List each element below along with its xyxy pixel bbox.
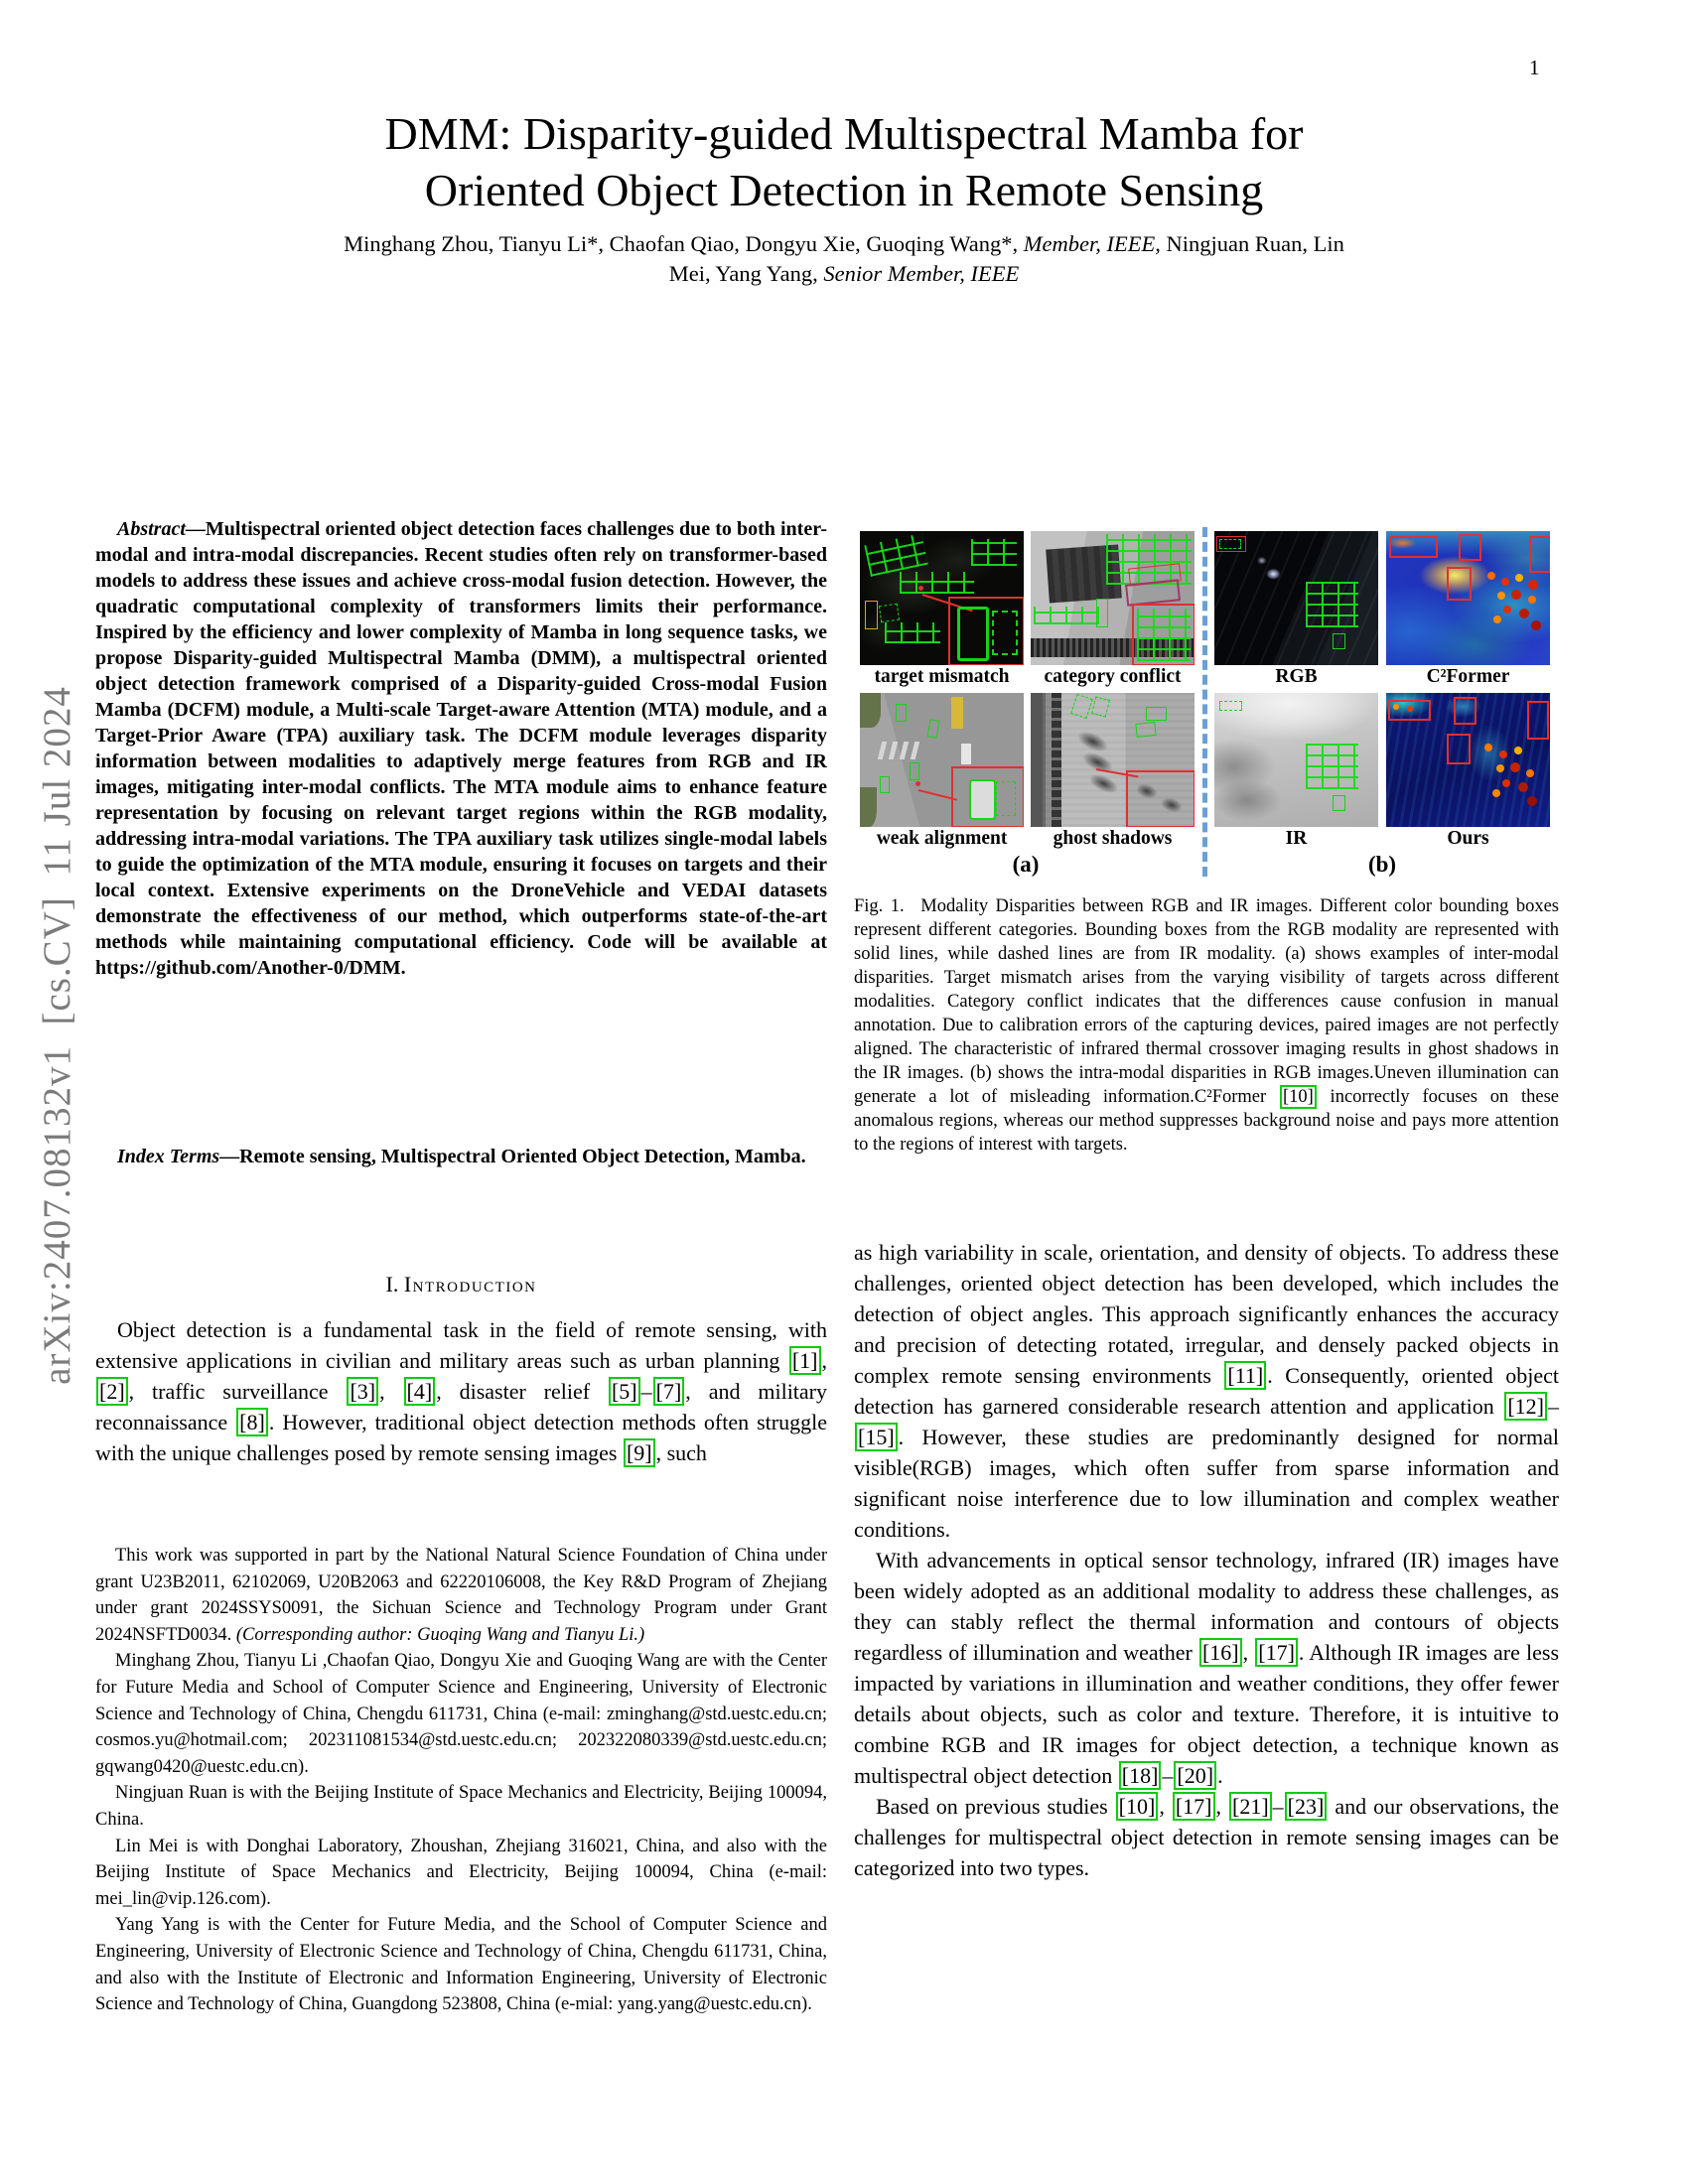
citation-link[interactable]: [12] (1504, 1392, 1547, 1421)
figure1-group-label-a: (a) (1012, 852, 1040, 877)
body-paragraph-1: as high variability in scale, orientation, and density of objects. To address these challenges, oriented object detection has been developed, which includes the detection of object angles. This approach significantly enhances the accuracy and precision of detecting rotated, irregular, and densely packed objects in complex remote sensing environments [11] . Consequently, oriented object detection has garnered considerable research attention and application [12] –[15] . However, these studies are predominantly designed for normal visible(RGB) images, which often suffer from sparse information and significant noise interference due to low illumination and complex weather conditions. (854, 1240, 1559, 1542)
footnote-affiliation-1: Minghang Zhou, Tianyu Li ,Chaofan Qiao, Dongyu Xie and Guoqing Wang are with the Center for Future Media and School of Computer Science and Engineering, University of Electronic Science and Technology of China, Chengdu 611731, China (e-mail: zminghang@std.uestc.edu.cn; cosmos.yu@hotmail.com; 202311081534@std.uestc.edu.cn; 202322080339@std.uestc.edu.cn; gqwang0420@uestc.edu.cn). (95, 1651, 827, 1777)
figure1-label-ir: IR (1285, 828, 1308, 849)
citation-link[interactable]: [10] (1280, 1085, 1317, 1109)
footnote-affiliation-2: Ningjuan Ruan is with the Beijing Institute of Space Mechanics and Electricity, Beijing 100094, China. (95, 1783, 827, 1830)
page-number: 1 (1529, 56, 1540, 79)
figure1-label-ours: Ours (1447, 828, 1489, 849)
figure-1 (854, 523, 1559, 885)
citation-link[interactable]: [9] (624, 1438, 655, 1467)
figure1-label-rgb: RGB (1275, 666, 1318, 687)
citation-link[interactable]: [11] (1224, 1361, 1266, 1390)
citation-link[interactable]: [15] (855, 1423, 898, 1451)
citation-link[interactable]: [3] (347, 1377, 378, 1406)
citation-link[interactable]: [17] (1255, 1638, 1298, 1667)
figure1-image-ours (1386, 693, 1550, 827)
footnote-affiliation-3: Lin Mei is with Donghai Laboratory, Zhoushan, Zhejiang 316021, China, and also with the Beijing Institute of Space Mechanics and Electricity, Beijing 100094, China (e-mail: mei_lin@vip.126.com). (95, 1836, 827, 1909)
footnote-block (95, 1543, 827, 2018)
footnote-funding: This work was supported in part by the National Natural Science Foundation of China under grant U23B2011, 62102069, U20B2063 and 62220106008, the Key R&D Program of Zhejiang under grant 2024SSYS0091, the Sichuan Science and Technology Program under Grant 2024NSFTD0034. (Corresponding author: Guoqing Wang and Tianyu Li.) (95, 1546, 827, 1645)
arxiv-watermark: arXiv:2407.08132v1 [cs.CV] 11 Jul 2024 (36, 686, 78, 1385)
citation-link[interactable]: [7] (653, 1377, 685, 1406)
abstract-paragraph: Abstract—Multispectral oriented object detection faces challenges due to both inter-modal and intra-modal discrepancies. Recent studies often rely on transformer-based models to address these issues and achieve cross-modal fusion detection. However, the quadratic computational complexity of transformers limits their performance. Inspired by the efficiency and lower complexity of Mamba in long sequence tasks, we propose Disparity-guided Multispectral Mamba (DMM), a multispectral oriented object detection framework comprised of a Disparity-guided Cross-modal Fusion Mamba (DCFM) module, a Multi-scale Target-aware Attention (MTA) module, and a Target-Prior Aware (TPA) auxiliary task. The DCFM module leverages disparity information between modalities to adaptively merge features from RGB and IR images, mitigating inter-modal conflicts. The MTA module aims to enhance feature representation by focusing on relevant target regions within the RGB modality, addressing intra-modal variations. The TPA auxiliary task utilizes single-modal labels to guide the optimization of the MTA module, ensuring it focuses on targets and their local context. Extensive experiments on the DroneVehicle and VEDAI datasets demonstrate the effectiveness of our method, which outperforms state-of-the-art methods while maintaining computational efficiency. Code will be available at https://github.com/Another-0/DMM. (95, 518, 827, 979)
paper-title-line2: Oriented Object Detection in Remote Sensing (424, 165, 1264, 215)
figure1-label-weak-alignment: weak alignment (876, 828, 1008, 849)
citation-link[interactable]: [8] (236, 1408, 268, 1436)
author-line2: Mei, Yang Yang, Senior Member, IEEE (668, 261, 1020, 286)
citation-link[interactable]: [10] (1116, 1792, 1159, 1821)
figure1-image-target-mismatch (860, 531, 1024, 665)
citation-link[interactable]: [20] (1174, 1761, 1216, 1790)
index-terms: Index Terms—Remote sensing, Multispectral Oriented Object Detection, Mamba. (117, 1146, 806, 1167)
citation-link[interactable]: [5] (609, 1377, 640, 1406)
citation-link[interactable]: [4] (404, 1377, 436, 1406)
citation-link[interactable]: [1] (789, 1346, 821, 1375)
figure1-image-rgb (1214, 531, 1378, 665)
figure1-image-c2former (1386, 531, 1550, 665)
section-heading-introduction (95, 1272, 827, 1297)
citation-link[interactable]: [18] (1119, 1761, 1162, 1790)
citation-link[interactable]: [16] (1199, 1638, 1242, 1667)
figure1-image-weak-alignment (860, 693, 1024, 827)
figure1-dashed-divider (1202, 527, 1207, 877)
figure1-label-c2former: C²Former (1426, 666, 1510, 687)
intro-paragraph-1: Object detection is a fundamental task in the field of remote sensing, with extensive applications in civilian and military areas such as urban planning [1] , [2] , traffic surveillance [3] , [4] , disaster relief [5] – [7] , and military reconnaissance [8] . However, traditional object detection methods often struggle with the unique challenges posed by remote sensing images [9] , such (95, 1317, 828, 1465)
paper-title-line1: DMM: Disparity-guided Multispectral Mamba for (384, 108, 1304, 159)
body-paragraph-3: Based on previous studies [10] , [17] , [21] – [23] and our observations, the challenges for multispectral object detection in remote sensing images can be categorized into two types. (854, 1794, 1560, 1880)
figure1-image-ghost-shadows (1031, 693, 1195, 827)
figure1-label-category-conflict: category conflict (1044, 666, 1182, 687)
right-column (854, 0, 1559, 2184)
section-title: Introduction (403, 1272, 537, 1297)
figure1-label-ghost-shadows: ghost shadows (1053, 828, 1173, 849)
left-column (95, 0, 827, 2184)
footnote-affiliation-4: Yang Yang is with the Center for Future Media, and the School of Computer Science and Engineering, University of Electronic Science and Technology of China, Chengdu 611731, China, and also with the Institute of Electronic and Information Engineering, University of Electronic Science and Technology of China, Guangdong 523808, China (e-mial: yang.yang@uestc.edu.cn). (95, 1915, 827, 2015)
figure1-image-category-conflict (1031, 531, 1195, 665)
right-column-text (854, 1237, 1559, 1883)
author-line1: Minghang Zhou, Tianyu Li*, Chaofan Qiao, Dongyu Xie, Guoqing Wang*, Member, IEEE, Ningjuan Ruan, Lin (344, 231, 1344, 256)
citation-link[interactable]: [2] (96, 1377, 128, 1406)
section-number: I. (385, 1272, 399, 1297)
figure1-group-label-b: (b) (1367, 852, 1397, 877)
citation-link[interactable]: [17] (1173, 1792, 1215, 1821)
body-paragraph-2: With advancements in optical sensor technology, infrared (IR) images have been widely adopted as an additional modality to address these challenges, as they can stably reflect the thermal information and contours of objects regardless of illumination and weather [16] , [17] . Although IR images are less impacted by variations in illumination and weather conditions, they offer fewer details about objects, such as color and texture. Therefore, it is intuitive to combine RGB and IR images for object detection, a technique known as multispectral object detection [18] – [20] . (854, 1548, 1560, 1788)
figure1-image-ir (1214, 693, 1378, 827)
figure1-label-target-mismatch: target mismatch (874, 666, 1010, 687)
citation-link[interactable]: [23] (1285, 1792, 1328, 1821)
citation-link[interactable]: [21] (1229, 1792, 1272, 1821)
figure1-caption: Fig. 1. Modality Disparities between RGB and IR images. Different color bounding boxes represent different categories. Bounding boxes from the RGB modality are represented with solid lines, while dashed lines are from IR modality. (a) shows examples of inter-modal disparities. Target mismatch arises from the varying visibility of targets across different modalities. Category conflict indicates that the differences cause confusion in manual annotation. Due to calibration errors of the capturing devices, paired images are not perfectly aligned. The characteristic of infrared thermal crossover imaging results in ghost shadows in the IR images. (b) shows the intra-modal disparities in RGB images.Uneven illumination can generate a lot of misleading information.C²Former [10] incorrectly focuses on these anomalous regions, whereas our method suppresses background noise and pays more attention to the regions of interest with targets. (854, 896, 1559, 1155)
